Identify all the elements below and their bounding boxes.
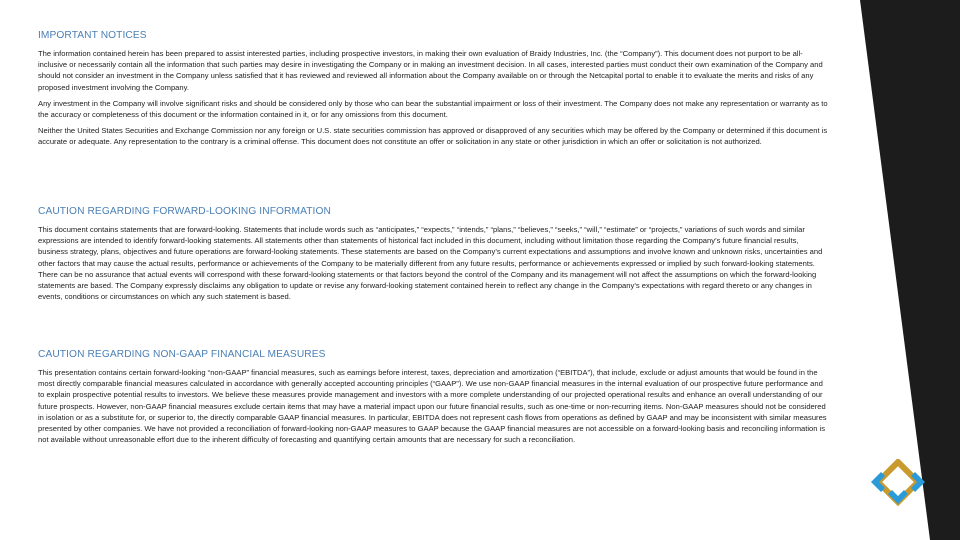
paragraph: Neither the United States Securities and Exchange Commission nor any foreign or U.S. state securities commission has approved or disapproved of any securities which may be offered by the Company or determined if this document is accurate or adequate. Any representation to the contrary is a criminal offense. This document does not constitute an offer or solicitation in any state or other jurisdiction in which an offer or solicitation is not authorized. bbox=[38, 126, 828, 147]
paragraph: Any investment in the Company will involve significant risks and should be considered only by those who can bear the substantial impairment or loss of their investment. The Company does not make any representation or warranty as to the accuracy or completeness of this document or the information contained in it, or for any omissions from this document. bbox=[38, 98, 828, 120]
paragraph: This document contains statements that are forward-looking. Statements that include words such as “anticipates,” “expects,” “intends,” “plans,” “believes,” “seeks,” “will,” “estimate” or “projects,” variations of such words and similar expressions are intended to identify forward-looking statements. All statements other than statements of historical fact included in this document, including without limitation those regarding the Company’s future financial results, business strategy, plans, objectives and future operations are forward-looking statements. These statements are based on the Company’s current expectations and assumptions and involve known and unknown risks, uncertainties and other factors that may cause the actual results, performance or achievements of the Company to be materially different from any future results, performance or achievements expressed or implied by such forward-looking statements. There can be no assurance that actual events will correspond with these forward-looking statements or that factors beyond the control of the Company and its management will not affect the assumptions on which the forward-looking statements are based. The Company expressly disclaims any obligation to update or revise any forward-looking statement contained herein to reflect any change in the Company’s expectations with regard thereto or any changes in events, conditions or circumstances on which any such statement is based. bbox=[38, 225, 823, 302]
section-title: CAUTION REGARDING FORWARD-LOOKING INFORMATION bbox=[38, 206, 331, 217]
paragraph: This presentation contains certain forward-looking “non-GAAP” financial measures, such as earnings before interest, taxes, depreciation and amortization (“EBITDA”), that include, exclude or adjust amounts that would be found in the most directly comparable financial measures calculated in accordance with generally accepted accounting principles (“GAAP”). We use non-GAAP financial measures in the internal evaluation of our prospective future performance and to explain prospective potential results to investors. We believe these measures provide management and investors with a more complete understanding of our projected operational results and enhance an overall understanding of our future prospects. However, non-GAAP financial measures exclude certain items that may have a material impact upon our future financial results, such as one-time or non-recurring items. Non-GAAP measures should not be considered in isolation or as a substitute for, or superior to, the directly comparable GAAP financial measures. In particular, EBITDA does not represent cash flows from operations as defined by GAAP and may be inconsistent with similar measures presented by other companies. We have not provided a reconciliation of forward-looking non-GAAP measures to GAAP because the GAAP financial measures are not accessible on a forward-looking basis and reconciling information is not available without unreasonable effort due to the inherent difficulty of forecasting and quantifying certain amounts that are necessary for such a reconciliation. bbox=[38, 368, 827, 445]
section-title: CAUTION REGARDING NON-GAAP FINANCIAL MEASURES bbox=[38, 349, 326, 360]
paragraph: The information contained herein has been prepared to assist interested parties, including prospective investors, in making their own evaluation of Braidy Industries, Inc. (the “Company”). This document does not purport to be all-inclusive or necessarily contain all the information that such parties may desire in investigating the Company or in making an investment decision. In all cases, interested parties must conduct their own examination of the Company and should not consider an investment in the Company unless satisfied that it has reviewed and reviewed all information about the Company available on or through the Netcapital portal to enable it to evaluate the merits and risks of any proposed investment involving the Company. bbox=[38, 49, 823, 92]
braidy-logo-icon bbox=[868, 459, 928, 509]
section-title: IMPORTANT NOTICES bbox=[38, 30, 147, 41]
non-gaap-section bbox=[38, 349, 828, 450]
forward-looking-section bbox=[38, 206, 828, 307]
important-notices-section bbox=[38, 30, 828, 153]
